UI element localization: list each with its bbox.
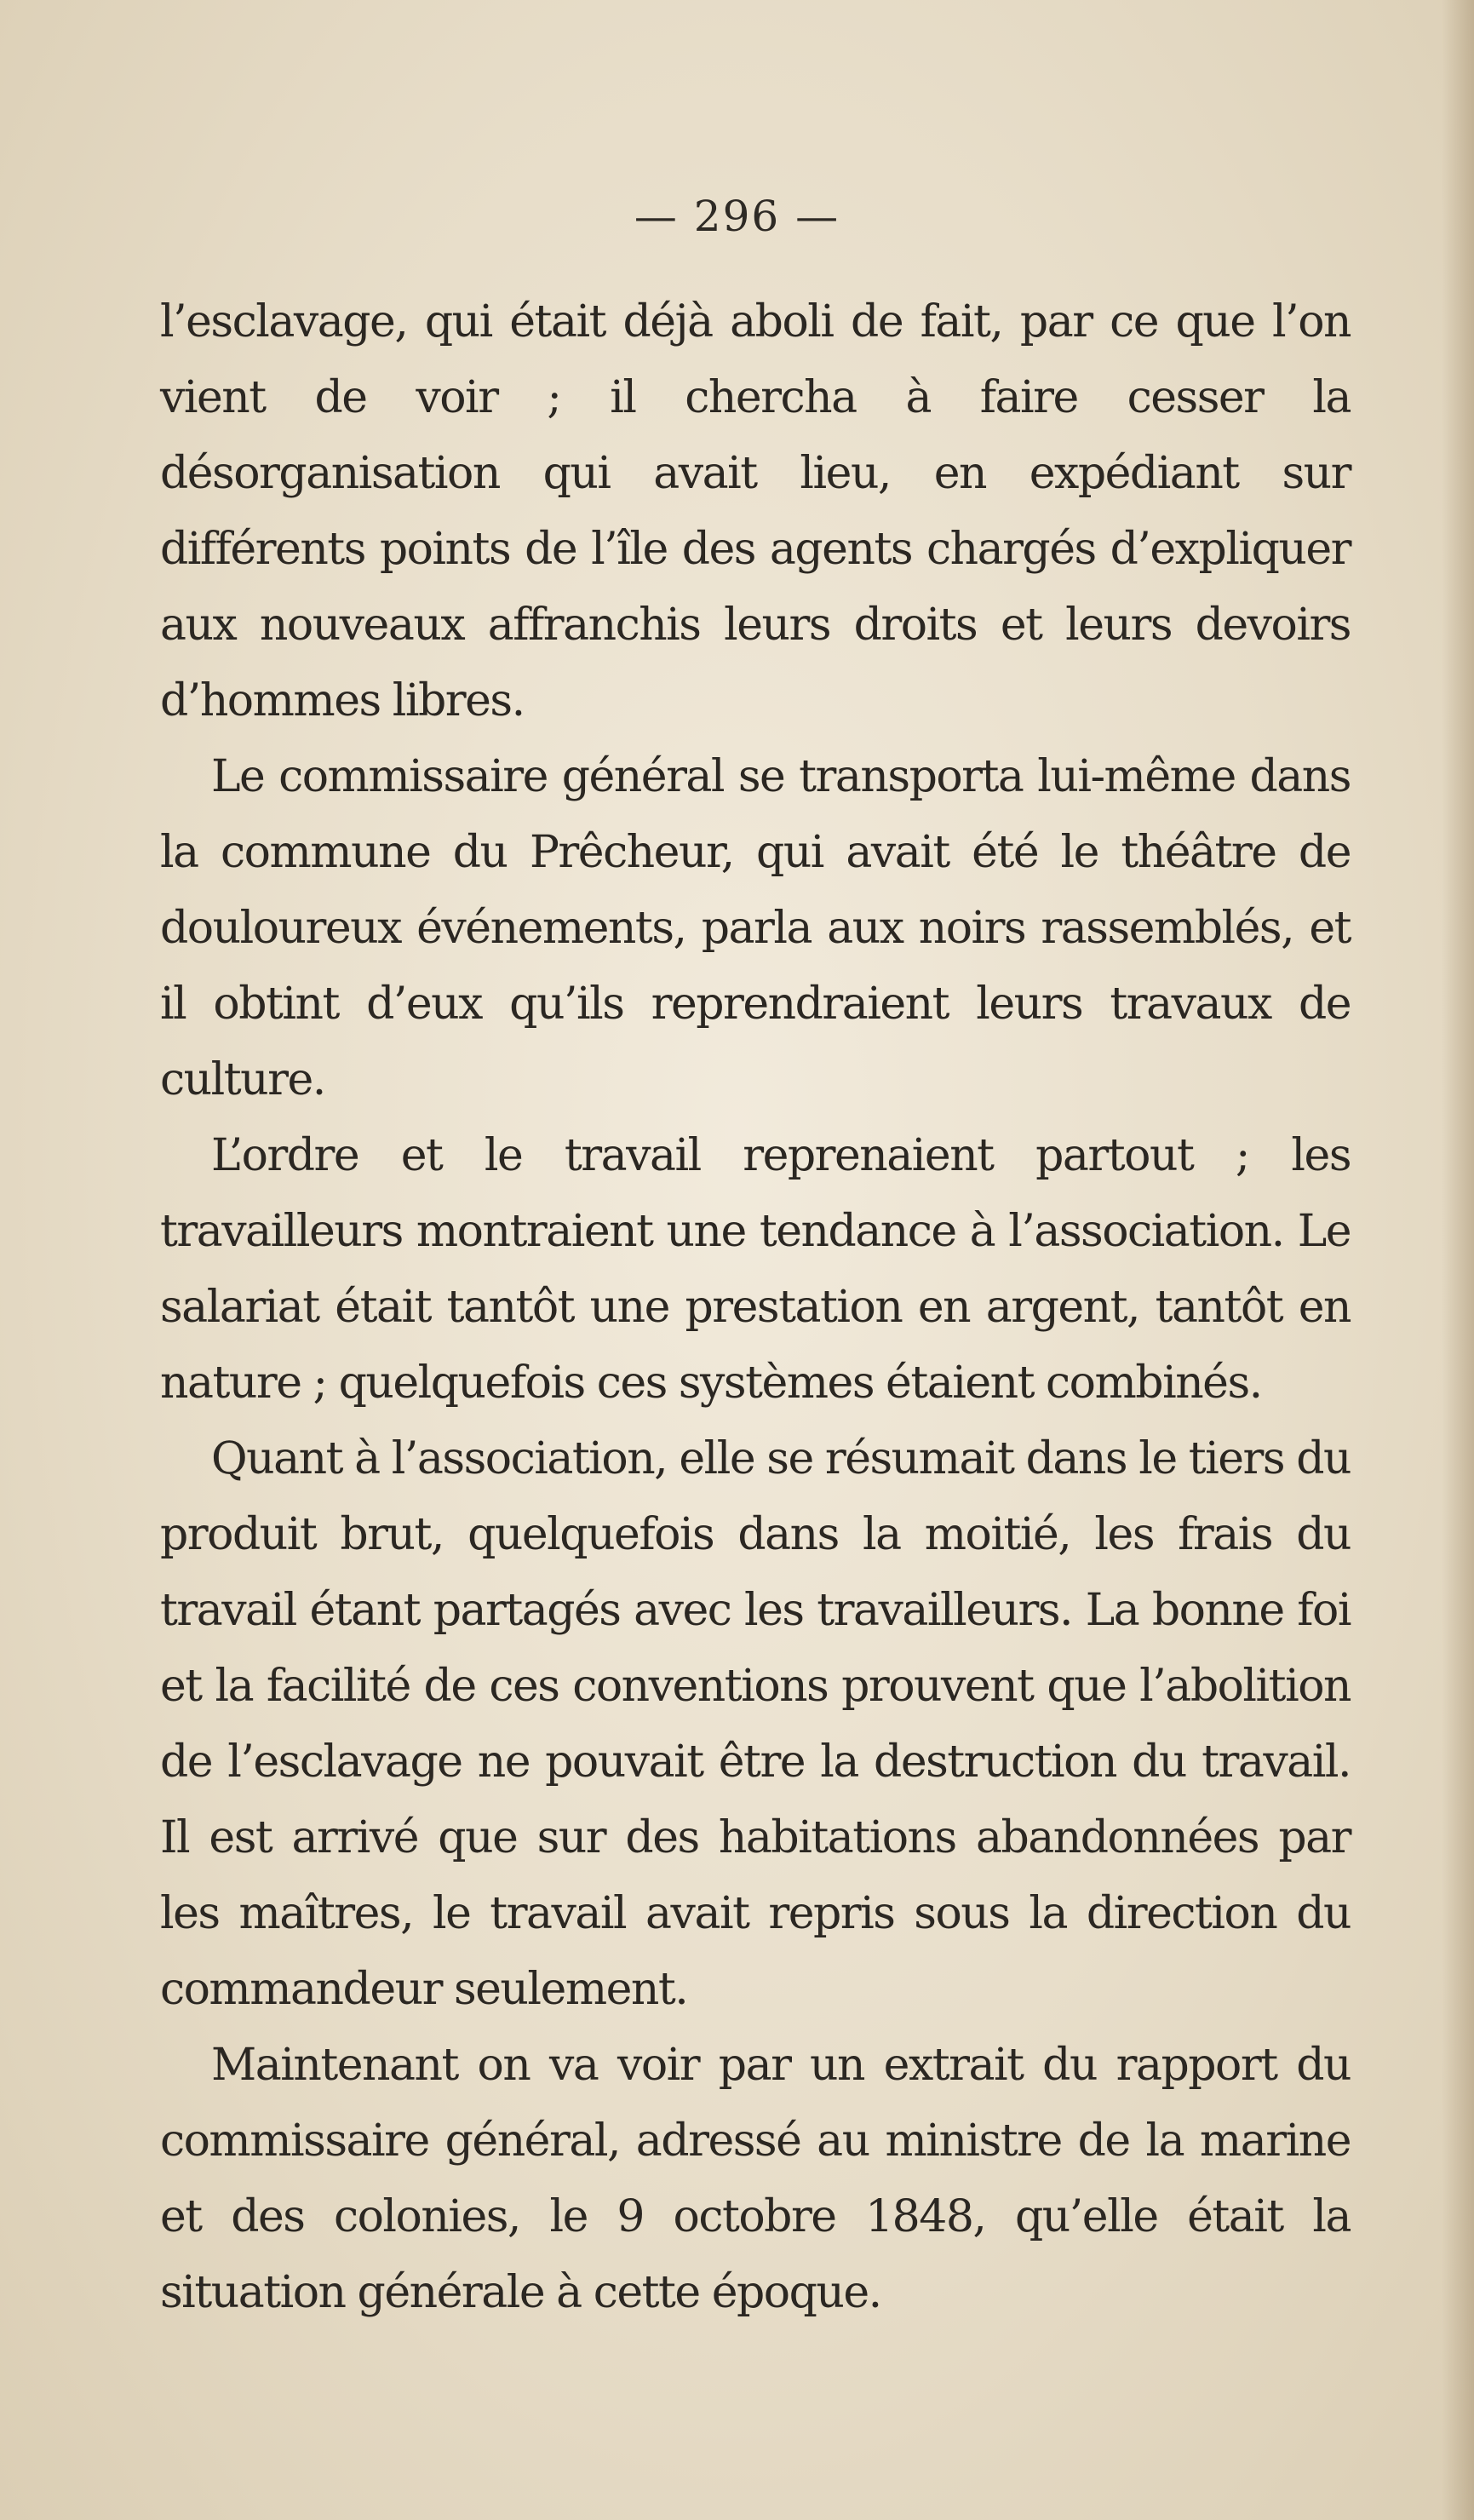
page-body xyxy=(160,284,1351,2331)
paragraph-continuation: l’esclavage, qui était déjà aboli de fait, par ce que l’on vient de voir ; il chercha à faire cesser la désorganisation qui avait lieu, en expédiant sur différents points de l’île des agents chargés d’expliquer aux nouveaux affranchis leurs droits et leurs devoirs d’hommes libres. xyxy=(160,296,1351,726)
paragraph-report-intro: Maintenant on va voir par un extrait du rapport du commissaire général, adressé au ministre de la marine et des colonies, le 9 octobre 1848, qu’elle était la situation générale à cette époque. xyxy=(160,2040,1351,2318)
page-number: — 296 — xyxy=(634,192,840,241)
paragraph-association: Quant à l’association, elle se résumait dans le tiers du produit brut, quelquefois dans la moitié, les frais du travail étant partagés avec les travailleurs. La bonne foi et la facilité de ces conventions prouvent que l’abolition de l’esclavage ne pouvait être la destruction du travail. Il est arrivé que sur des habitations abandonnées par les maîtres, le travail avait repris sous la direction du commandeur seulement. xyxy=(160,1433,1351,2015)
paragraph-commissioner-visit: Le commissaire général se transporta lui-même dans la commune du Prêcheur, qui avait été le théâtre de douloureux événements, parla aux noirs rassemblés, et il obtint d’eux qu’ils reprendraient leurs travaux de culture. xyxy=(160,751,1351,1105)
paragraph-order-and-work: L’ordre et le travail reprenaient partout ; les travailleurs montraient une tendance à l’association. Le salariat était tantôt une prestation en argent, tantôt en nature ; quelquefois ces systèmes étaient combinés. xyxy=(160,1130,1351,1409)
page-edge-shadow xyxy=(1442,0,1474,2520)
